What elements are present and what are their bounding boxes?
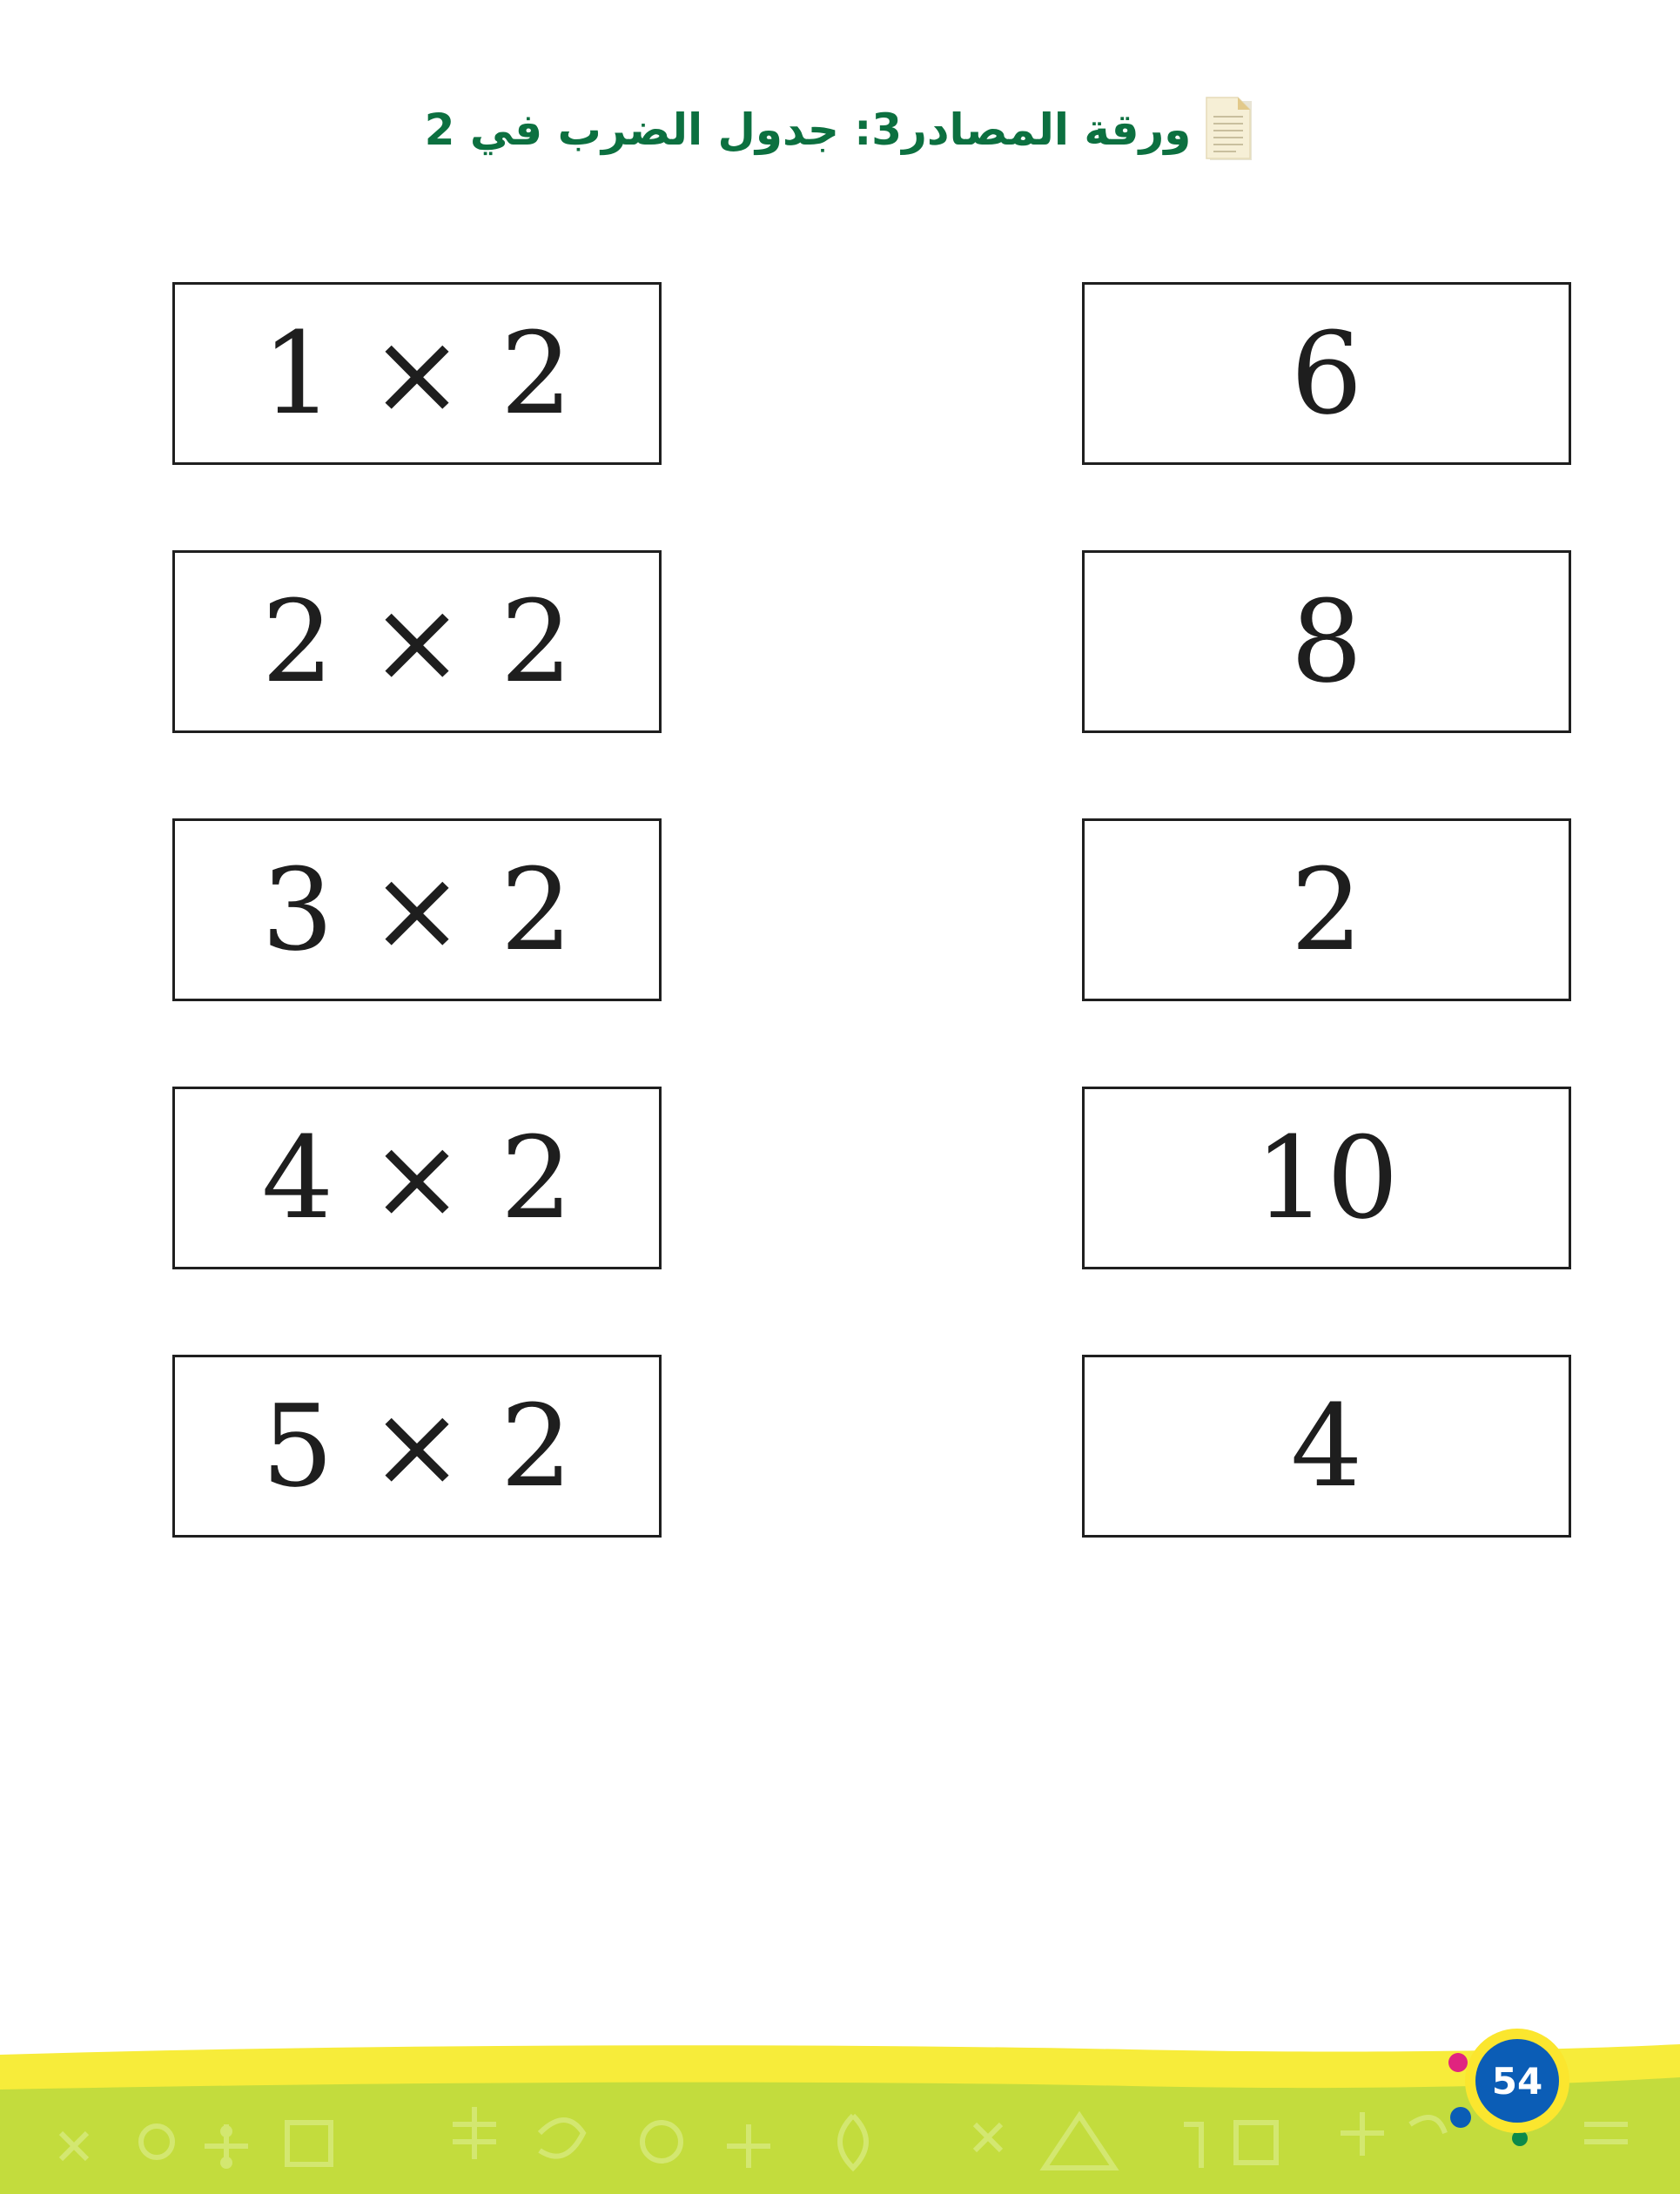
multiplication-card[interactable]: [172, 1355, 662, 1538]
footer-band: [0, 2011, 1680, 2194]
card-answer: 8: [1290, 575, 1363, 708]
card-answer: 6: [1290, 307, 1363, 440]
multiplication-card[interactable]: [172, 1087, 662, 1269]
decor-dot-pink: [1448, 2053, 1468, 2072]
multiplication-card[interactable]: [172, 282, 662, 465]
page-header: [0, 96, 1680, 164]
page-number-circle: [1475, 2039, 1559, 2123]
answer-card[interactable]: [1082, 1355, 1571, 1538]
answer-card[interactable]: [1082, 1087, 1571, 1269]
card-answer: 4: [1290, 1380, 1363, 1512]
answer-card[interactable]: [1082, 282, 1571, 465]
card-expression: 5 × 2: [261, 1380, 573, 1512]
page-number-badge: [1465, 2029, 1569, 2133]
card-expression: 4 × 2: [261, 1112, 573, 1244]
card-expression: 1 × 2: [261, 307, 573, 440]
card-expression: 2 × 2: [261, 575, 573, 708]
page-title: ورقة المصادر3: جدول الضرب في 2: [424, 104, 1192, 155]
document-icon: [1205, 96, 1255, 164]
page-number: 54: [1491, 2059, 1543, 2103]
card-answer: 2: [1290, 844, 1363, 976]
answer-card[interactable]: [1082, 818, 1571, 1001]
card-answer: 10: [1254, 1112, 1399, 1244]
card-expression: 3 × 2: [261, 844, 573, 976]
multiplication-card[interactable]: [172, 818, 662, 1001]
decor-dot-blue: [1450, 2107, 1471, 2128]
answer-card[interactable]: [1082, 550, 1571, 733]
multiplication-card[interactable]: [172, 550, 662, 733]
